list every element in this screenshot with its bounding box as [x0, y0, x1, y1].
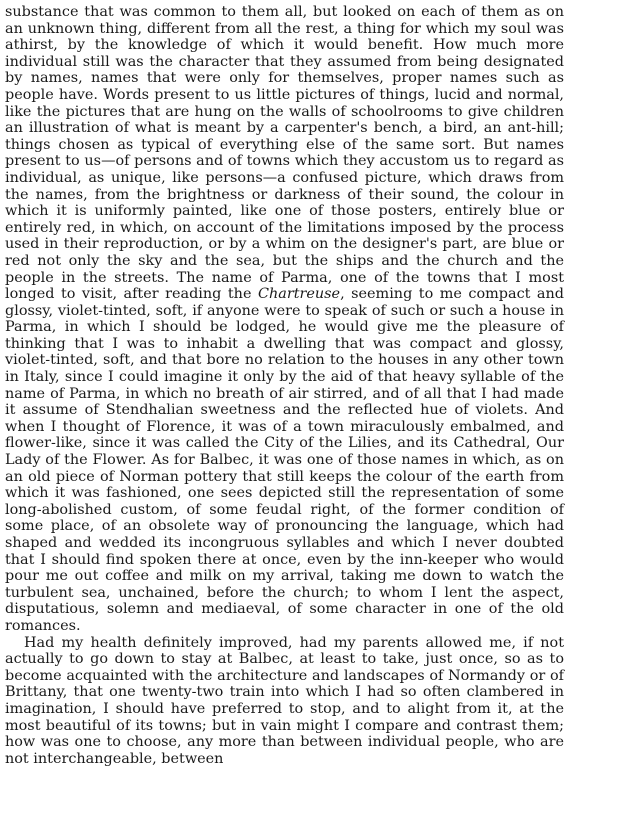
- text-segment: substance that was common to them all, but looked on each of them as on an unknown thing, different from all the rest, a thing for which my soul was athirst, by the knowledge of which it would benefit. How much more individual still was the character that they assumed from being designated by names, names that were only for themselves, proper names such as people have. Words present to us little pictures of things, lucid and normal, like the pictures that are hung on the walls of schoolrooms to give children an illustration of what is meant by a carpenter's bench, a bird, an ant-hill; things chosen as typical of everything else of the same sort. But names present to us—of persons and of towns which they accustom us to regard as individual, as unique, like persons—a confused picture, which draws from the names, from the brightness or darkness of their sound, the colour in which it is uniformly painted, like one of those posters, entirely blue or entirely red, in which, on account of the limitations imposed by the process used in their reproduction, or by a whim on the designer's part, are blue or red not only the sky and the sea, but the ships and the church and the people in the streets. The name of Parma, one of the towns that I most longed to visit, after reading the: [5, 4, 564, 303]
- paragraph-2: [5, 635, 564, 768]
- italic-title: Chartreuse: [257, 286, 341, 303]
- text-segment: , seeming to me compact and glossy, violet-tinted, soft, if anyone were to speak of such or such a house in Parma, in which I should be lodged, he would give me the pleasure of thinking that I was to inhabit a dwelling that was compact and glossy, violet-tinted, soft, and that bore no relation to the houses in any other town in Italy, since I could imagine it only by the aid of that heavy syllable of the name of Parma, in which no breath of air stirred, and of all that I had made it assume of Stendhalian sweetness and the reflected hue of violets. And when I thought of Florence, it was of a town miraculously embalmed, and flower-like, since it was called the City of the Lilies, and its Cathedral, Our Lady of the Flower. As for Balbec, it was one of those names in which, as on an old piece of Norman pottery that still keeps the colour of the earth from which it was fashioned, one sees depicted still the representation of some long-abolished custom, of some feudal right, of the former condition of some place, of an obsolete way of pronouncing the language, which had shaped and wedded its incongruous syllables and which I never doubted that I should find spoken there at once, even by the inn-keeper who would pour me out coffee and milk on my arrival, taking me down to watch the turbulent sea, unchained, before the church; to whom I lent the aspect, disputatious, solemn and mediaeval, of some character in one of the old romances.: [5, 286, 564, 634]
- text-segment: Had my health definitely improved, had my parents allowed me, if not actually to go down to stay at Balbec, at least to take, just once, so as to become acquainted with the architecture and landscapes of Normandy or of Brittany, that one twenty-two train into which I had so often clambered in imagination, I should have preferred to stop, and to alight from it, at the most beautiful of its towns; but in vain might I compare and contrast them; how was one to choose, any more than between individual people, who are not interchangeable, between: [5, 634, 564, 767]
- paragraph-1: [5, 4, 564, 635]
